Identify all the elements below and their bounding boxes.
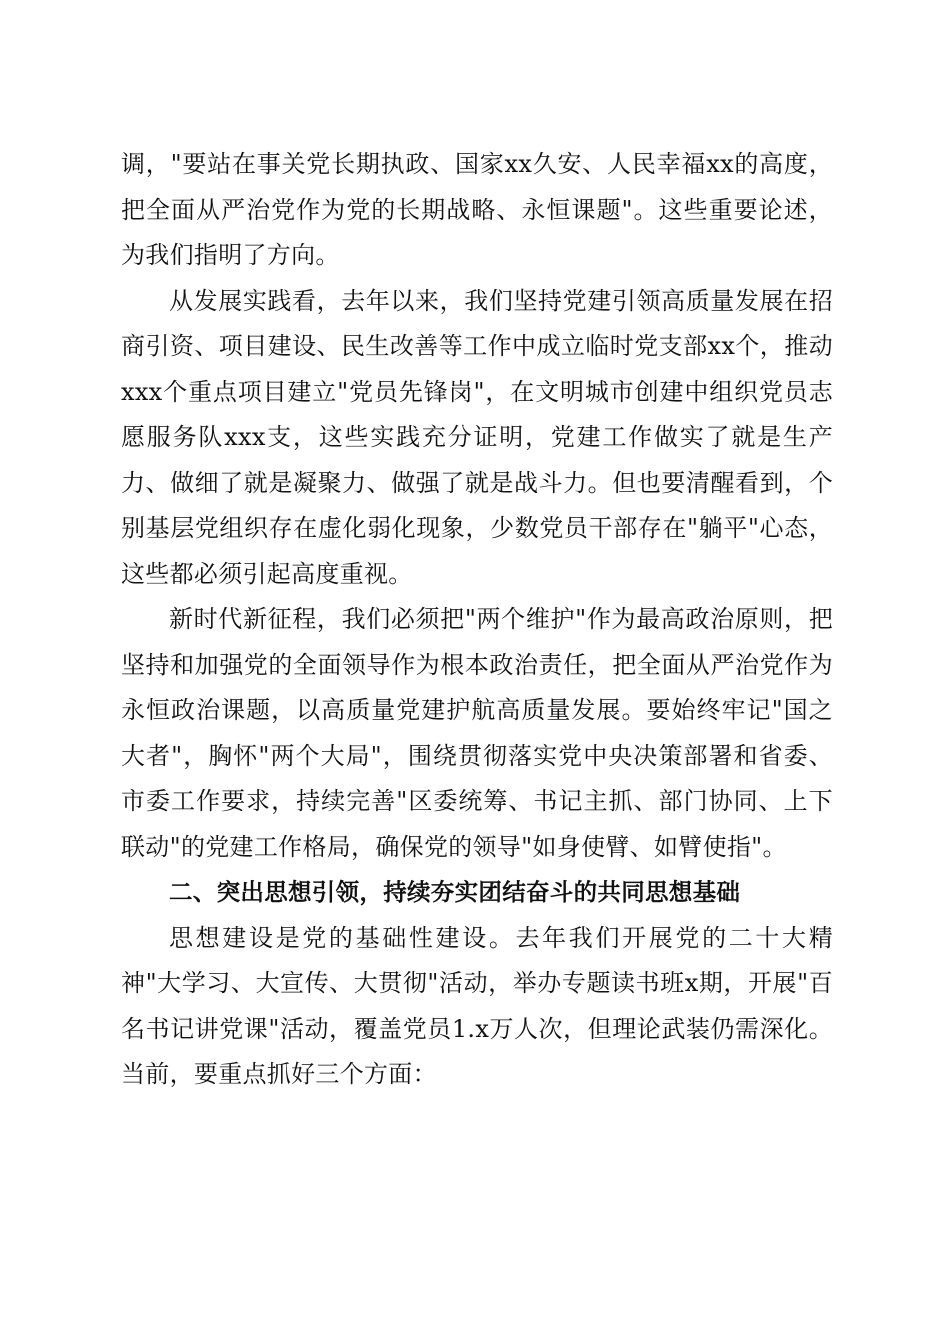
paragraph-new-era: 新时代新征程，我们必须把"两个维护"作为最高政治原则，把坚持和加强党的全面领导作为根本政治责任，把全面从严治党作为永恒政治课题，以高质量党建护航高质量发展。要始终牢记"国之大者"，胸怀"两个大局"，围绕贯彻落实党中央决策部署和省委、市委工作要求，持续完善"区委统筹、书记主抓、部门协同、上下联动"的党建工作格局，确保党的领导"如身使臂、如臂使指"。: [121, 605, 833, 861]
document-body: [121, 142, 833, 1098]
section-heading-2: 二、突出思想引领，持续夯实团结奋斗的共同思想基础: [169, 878, 741, 906]
paragraph-ideological-building: 思想建设是党的基础性建设。去年我们开展党的二十大精神"大学习、大宣传、大贯彻"活动，举办专题读书班x期，开展"百名书记讲党课"活动，覆盖党员1.x万人次，但理论武装仍需深化。当前，要重点抓好三个方面：: [121, 923, 833, 1088]
paragraph-continuation: 调，"要站在事关党长期执政、国家xx久安、人民幸福xx的高度，把全面从严治党作为党的长期战略、永恒课题"。这些重要论述，为我们指明了方向。: [121, 150, 833, 269]
paragraph-development-practice: 从发展实践看，去年以来，我们坚持党建引领高质量发展在招商引资、项目建设、民生改善等工作中成立临时党支部xx个，推动xxx个重点项目建立"党员先锋岗"，在文明城市创建中组织党员志愿服务队xxx支，这些实践充分证明，党建工作做实了就是生产力、做细了就是凝聚力、做强了就是战斗力。但也要清醒看到，个别基层党组织存在虚化弱化现象，少数党员干部存在"躺平"心态，这些都必须引起高度重视。: [121, 286, 833, 588]
